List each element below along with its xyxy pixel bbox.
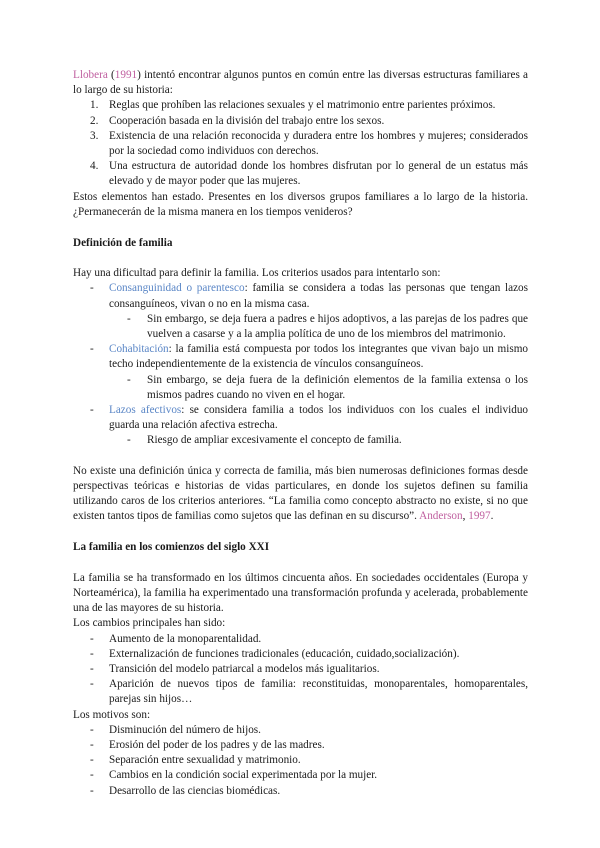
item-text: Reglas que prohíben las relaciones sexuales y el matrimonio entre parientes próximos. (109, 99, 496, 112)
dash-bullet: - (90, 343, 94, 356)
change-item (73, 662, 528, 677)
reason-text: Erosión del poder de los padres y de las madres. (109, 738, 325, 751)
document-page (73, 68, 528, 799)
change-item (73, 632, 528, 647)
separator: , (462, 510, 469, 523)
closing-text: No existe una definición única y correcta de familia, más bien numerosas definiciones formas desde perspectivas teóricas e historias de vidas particulares, en donde los sujetos definen su familia utilizando caros de los criterios anteriores. “La familia como concepto abstracto no existe, si no que existen tantos tipos de familias como sujetos que las definan en su discurso”. (73, 464, 528, 523)
definition-closing-paragraph (73, 464, 528, 525)
change-text: Aparición de nuevos tipos de familia: reconstituidas, monoparentales, homoparentales, parejas sin hijos… (109, 678, 528, 706)
numbered-item (73, 159, 528, 189)
intro-paragraph (73, 68, 528, 98)
reason-item (73, 784, 528, 799)
criterion-item (73, 403, 528, 449)
sub-item (73, 312, 528, 342)
sub-text: Sin embargo, se deja fuera a padres e hijos adoptivos, a las parejas de los padres que vuelven a casarse y a la amplia política de uno de los miembros del matrimonio. (147, 312, 528, 341)
reasons-list (73, 723, 528, 799)
criterion-text: : la familia está compuesta por todos los integrantes que vivan bajo un mismo techo independientemente de la existencia de vínculos consanguíneos. (109, 343, 528, 371)
change-item (73, 677, 528, 707)
criterion-item (73, 342, 528, 403)
reason-item (73, 723, 528, 738)
dash-bullet: - (127, 373, 131, 386)
sub-item (73, 433, 528, 448)
item-text: Una estructura de autoridad donde los hombres disfrutan por lo general de un estatus más elevado y de mayor poder que las mujeres. (109, 160, 528, 188)
criterion-term-link[interactable]: Cohabitación (109, 343, 169, 356)
item-number: 2. (90, 114, 99, 127)
reason-item (73, 753, 528, 768)
dash-bullet: - (90, 723, 94, 736)
change-text: Transición del modelo patriarcal a modelos más igualitarios. (109, 662, 380, 675)
criterion-item (73, 281, 528, 342)
item-number: 4. (90, 160, 99, 173)
dash-bullet: - (90, 769, 94, 782)
numbered-item (73, 114, 528, 129)
item-text: Cooperación basada en la división del trabajo entre los sexos. (109, 114, 385, 127)
change-text: Aumento de la monoparentalidad. (109, 632, 262, 645)
dash-bullet: - (90, 738, 94, 751)
dash-bullet: - (90, 678, 94, 691)
sub-list (109, 373, 528, 403)
changes-list (73, 632, 528, 708)
section2-lead: La familia se ha transformado en los últimos cincuenta años. En sociedades occidentales (Europa y Norteamérica), la familia ha experimentado una transformación profunda y acelerada, probablemente una de las mayores de su historia. (73, 571, 528, 615)
paren-close: ) (137, 69, 141, 81)
citation-year-link[interactable]: 1991 (114, 69, 138, 81)
reason-text: Desarrollo de las ciencias biomédicas. (109, 784, 281, 797)
sub-text: Riesgo de ampliar excesivamente el concepto de familia. (147, 434, 402, 447)
dash-bullet: - (90, 647, 94, 660)
after-list-paragraph: Estos elementos han estado. Presentes en los diversos grupos familiares a lo largo de la historia. ¿Permanecerán de la misma manera en los tiempos venideros? (73, 190, 528, 218)
numbered-item (73, 129, 528, 159)
period: . (490, 510, 494, 523)
sub-item (73, 373, 528, 403)
item-text: Existencia de una relación reconocida y duradera entre los hombres y mujeres; considerados por la sociedad como individuos con derechos. (109, 129, 528, 158)
criterion-term-link[interactable]: Consanguinidad o parentesco (109, 282, 245, 295)
criterion-text: : familia se considera a todas las personas que tengan lazos consanguíneos, vivan o no en la misma casa. (109, 282, 529, 310)
item-number: 1. (90, 99, 99, 112)
reason-text: Cambios en la condición social experimentada por la mujer. (109, 769, 378, 782)
dash-bullet: - (90, 784, 94, 797)
dash-bullet: - (90, 404, 94, 417)
reason-item (73, 768, 528, 783)
criteria-lead: Hay una dificultad para definir la familia. Los criterios usados para intentarlo son: (73, 267, 441, 280)
reasons-label: Los motivos son: (73, 708, 151, 721)
criteria-list (73, 281, 528, 448)
dash-bullet: - (127, 434, 131, 447)
change-item (73, 647, 528, 662)
dash-bullet: - (90, 754, 94, 767)
dash-bullet: - (90, 282, 94, 295)
sub-text: Sin embargo, se deja fuera de la definición elementos de la familia extensa o los mismos padres cuando no viven en el hogar. (147, 373, 528, 401)
criterion-text: : se considera familia a todos los individuos con los cuales el individuo guarda una relación afectiva estrecha. (109, 404, 529, 432)
criterion-term-link[interactable]: Lazos afectivos (109, 404, 182, 417)
item-number: 3. (90, 129, 99, 142)
reason-text: Separación entre sexualidad y matrimonio. (109, 754, 301, 767)
dash-bullet: - (90, 632, 94, 645)
sub-list (109, 312, 528, 342)
dash-bullet: - (90, 662, 94, 675)
paren-open: ( (107, 69, 115, 81)
section-heading-definicion: Definición de familia (73, 237, 173, 250)
spacer (73, 449, 528, 464)
intro-text: intentó encontrar algunos puntos en común entre las diversas estructuras familiares a lo largo de su historia: (73, 69, 528, 97)
reason-item (73, 738, 528, 753)
section-heading-siglo-xxi: La familia en los comienzos del siglo XXI (73, 541, 270, 554)
citation-year-link[interactable]: 1997 (468, 510, 491, 523)
dash-bullet: - (127, 312, 131, 325)
sub-list (109, 433, 528, 448)
numbered-list (73, 98, 528, 189)
reason-text: Disminución del número de hijos. (109, 723, 261, 736)
numbered-item (73, 98, 528, 113)
changes-label: Los cambios principales han sido: (73, 617, 226, 630)
change-text: Externalización de funciones tradicionales (educación, cuidado,socialización). (109, 647, 460, 660)
citation-anderson-link[interactable]: Anderson (419, 510, 463, 523)
citation-author-link[interactable]: Llobera (73, 69, 108, 81)
